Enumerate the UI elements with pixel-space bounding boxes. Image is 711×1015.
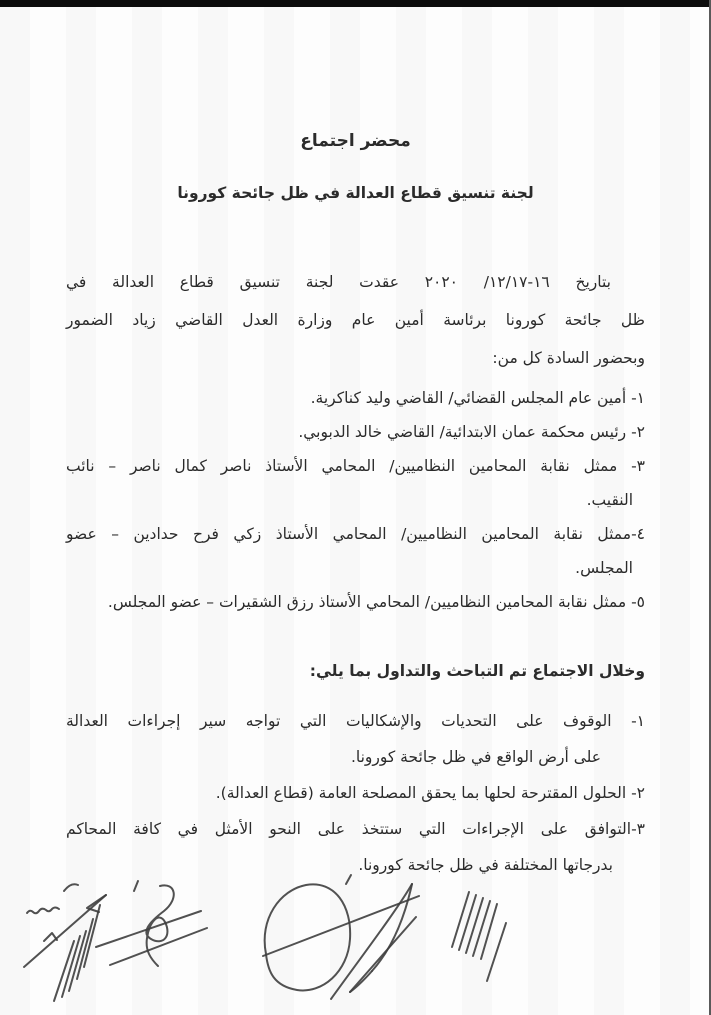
intro-line-1: بتاريخ ١٦‏-‏١٧‏/‏١٢/ ٢٠٢٠ عقدت لجنة تنسيق قطاع العدالة في xyxy=(66,273,611,291)
document-title: محضر اجتماع xyxy=(300,131,411,151)
signature-4 xyxy=(452,892,506,981)
signature-2 xyxy=(96,881,207,966)
discussion-3-line-1: ٣-التوافق على الإجراءات التي ستتخذ على النحو الأمثل في كافة المحاكم xyxy=(66,820,645,838)
discussion-1-line-1: ١- الوقوف على التحديات والإشكاليات التي تواجه سير إجراءات العدالة xyxy=(66,712,645,730)
attendee-2: ٢- رئيس محكمة عمان الابتدائية/ القاضي خالد الدبوبي. xyxy=(298,423,645,441)
attendee-4-line-2: المجلس. xyxy=(575,559,633,577)
signatures xyxy=(0,855,711,1015)
intro-line-2: ظل جائحة كورونا برئاسة أمين عام وزارة العدل القاضي زياد الضمور xyxy=(66,311,645,329)
document-subtitle: لجنة تنسيق قطاع العدالة في ظل جائحة كورونا xyxy=(177,184,534,202)
discussion-2: ٢- الحلول المقترحة لحلها بما يحقق المصلحة العامة (قطاع العدالة). xyxy=(215,784,645,802)
attendees-list xyxy=(66,381,645,619)
intro-paragraph xyxy=(66,263,645,377)
attendee-3-line-2: النقيب. xyxy=(586,491,633,509)
discussion-3-line-2: بدرجاتها المختلفة في ظل جائحة كورونا. xyxy=(358,856,613,874)
attendee-4-line-1: ٤-ممثل نقابة المحامين النظاميين/ المحامي الأستاذ زكي فرح حدادين – عضو xyxy=(66,525,645,543)
attendee-3-line-1: ٣- ممثل نقابة المحامين النظاميين/ المحامي الأستاذ ناصر كمال ناصر – نائب xyxy=(66,457,645,475)
attendee-1: ١- أمين عام المجلس القضائي/ القاضي وليد كناكرية. xyxy=(310,389,645,407)
signature-3 xyxy=(263,875,419,999)
document-content xyxy=(66,0,645,883)
intro-line-3: وبحضور السادة كل من: xyxy=(492,349,645,367)
attendee-5: ٥- ممثل نقابة المحامين النظاميين/ المحامي الأستاذ رزق الشقيرات – عضو المجلس. xyxy=(107,593,645,611)
discussion-1-line-2: على أرض الواقع في ظل جائحة كورونا. xyxy=(350,748,601,766)
discussion-heading: وخلال الاجتماع تم التباحث والتداول بما يلي: xyxy=(309,662,645,680)
signature-1 xyxy=(24,884,106,1001)
